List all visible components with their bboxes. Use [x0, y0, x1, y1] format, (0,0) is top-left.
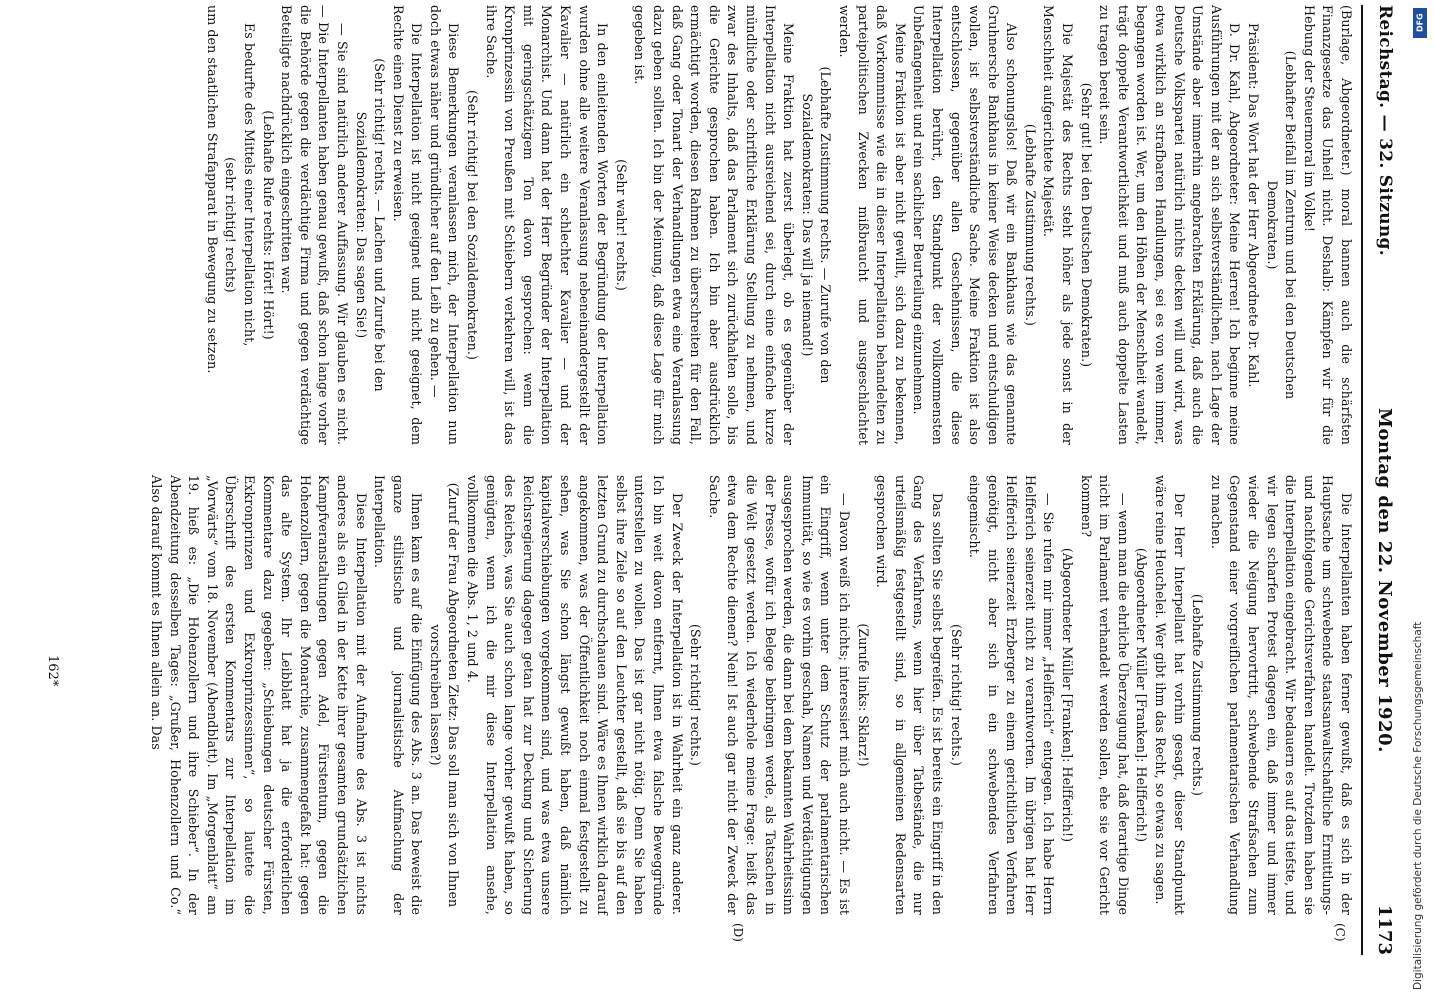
interjection: (Sehr gut! bei den Deutschen Demokraten.)	[1078, 82, 1094, 368]
header-date: Montag den 22. November 1920.	[1374, 407, 1396, 753]
paragraph: Es bedurfte des Mittels einer Interpellation nicht,	[241, 23, 257, 347]
paragraph: Also schonungslos! Daß wir ein Bankhaus wie das genannte Gruhnersche Bankhaus in keiner Weise decken und entschuldigen wollen, ist selbstverständliche Sache. Meine Fraktion ist also entschlossen, gegenüber allen Geschehnissen, die diese Interpellation berührt, den Standpunkt der vollkommensten Unbefangenheit und rein sachlicher Beurteilung einzunehmen.	[911, 5, 1020, 445]
interjection: (Sehr wahr! rechts.)	[613, 159, 629, 291]
paragraph: Der Herr Interpellant hat vorhin gesagt, dieser Standpunkt wäre reine Heuchelei. Wer gibt ihm das Recht, so etwas zu sagen.	[1153, 475, 1187, 915]
interjection: (Sehr richtig! bei den Sozialdemokraten.)	[465, 90, 481, 360]
dfg-logo: DFG	[1413, 8, 1427, 38]
paragraph: Die Interpellanten haben ferner gewußt, daß es sich in der Hauptsache um schwebende staatsanwaltschaftliche Ermittlungs- und nachfolgende Gerichtsverfahren handelt. Trotzdem haben sie die Interpellation eingebracht. Wir bedauern es auf das tiefste, und wir legen scharfen Protest dagegen ein, daß immer und immer wieder die Neigung hervortritt, schwebende Strafsachen zum Gegenstand einer vorgreiflichen parlamentarischen Verhandlung zu machen.	[1208, 475, 1354, 915]
interjection: (Lebhafte Rufe rechts: Hört! Hört!)	[260, 110, 276, 340]
interjection: (Lebhafte Zustimmung rechts.)	[1022, 123, 1038, 327]
margin-marker-d: (D)	[731, 923, 745, 942]
paragraph: Diese Interpellation mit der Aufnahme des Abs. 3 ist nichts anderes als ein Glied in der Kette ihrer gesamten grundsätzlichen Kampfveranstaltungen gegen Adel, Fürstentum, gegen die Hohenzollern, gegen die Monarchie, zusammengefaßt hat: gegen das alte System. Ihr Leibblatt hat ja die erforderlichen Kommentare dazu gegeben: „Schiebungen deutscher Fürsten, Exkronprinzen und Exkronprinzessinnen“, so lautete die Überschrift des ersten Kommentars zur Interpellation im „Vorwärts“ vom 18. November (Abendblatt). Im „Morgenblatt“ am 19. hieß es: „Die Hohenzollern und ihre Schieber“. In der Abendzeitung desselben Tages: „Grußer, Hohenzollern und Co.“ Also darauf kommt es Ihnen allein an. Das	[149, 475, 369, 915]
dfg-credit-text: Digitalisierung gefördert durch die Deutsche Forschungsgemeinschaft	[1412, 621, 1424, 990]
right-text-column	[35, 475, 1355, 915]
header-session: Reichstag. — 32. Sitzung.	[1375, 5, 1395, 256]
paragraph: Präsident: Das Wort hat der Herr Abgeordnete Dr. Kahl.	[1246, 23, 1262, 388]
paragraph: Der Zweck der Interpellation ist in Wahrheit ein ganz anderer. Ich bin weit davon entfernt, Ihnen etwa falsche Beweggründe unterstellen zu wollen. Das ist gar nicht nötig. Denn Sie haben selbst ihre Ziele so auf den Leuchter gestellt, daß sie bis auf den letzten Grund zu durchschauen sind. Wäre es Ihnen wirklich darauf angekommen, was der Öffentlichkeit noch einmal festgestellt zu sehen, was Sie schon längst gewußt haben, daß nämlich kapitalverschiebungen vorgekommen sind, und was etwa unsere Reichsregierung dagegen getan hat zur Deckung und Sicherung des Reiches, was Sie auch schon lange vorher gewußt haben, so genügten, wenn ich die mir diese Interpellation ansehe, vollkommen die Abs. 1, 2 und 4.	[465, 475, 685, 915]
paragraph: Meine Fraktion hat zuerst überlegt, ob es gegenüber der Interpellation nicht ausreichend sei, durch eine einfache kurze mündliche oder schriftliche Erklärung Stellung zu nehmen, und zwar des Inhalts, daß das Parlament sich zurückhalten solle, bis die Gerichte gesprochen haben. Ich bin aber ausdrücklich ermächtigt worden, diesen Rahmen zu überschreiten für den Fall, daß Gang oder Tonart der Verhandlungen etwa eine Veranlassung dazu geben sollten. Ich bin der Meinung, daß diese Lage für mich gegeben ist.	[632, 5, 797, 445]
interjection: (Sehr richtig! rechts. — Lachen und Zurufe bei den Sozialdemokraten: Das sagen Sie!)	[353, 58, 388, 392]
interjection: (Lebhafte Zustimmung rechts.)	[1190, 593, 1206, 797]
interjection: (sehr richtig! rechts)	[223, 157, 239, 293]
paragraph: Diese Bemerkungen veranlassen mich, der Interpellation nun doch etwas näher und gründlicher auf den Leib zu gehen. —	[427, 5, 462, 445]
margin-marker-c: (C)	[1333, 923, 1347, 942]
interjection: (Abgeordneter Müller [Franken]: Helfferich!)	[1134, 547, 1150, 843]
paragraph: um den staatlichen Strafapparat in Bewegung zu setzen.	[204, 5, 220, 374]
interjection: (Zuruf der Frau Abgeordneten Zietz: Das soll man sich von Ihnen vorschreiben lassen?)	[427, 482, 462, 908]
page-number: 1173	[1374, 904, 1396, 955]
paragraph: — Sie sind natürlich anderer Auffassung. Wir glauben es nicht. — Die Interpellanten haben genau gewußt, daß schon lange vorher die Behörde gegen die verdächtige Firma und gegen verdächtige Beteiligte nachdrücklich eingeschritten war.	[279, 5, 350, 445]
paragraph: D. Dr. Kahl, Abgeordneter: Meine Herren! Ich beginne meine Ausführungen mit der an sich selbstverständlichen, nach Lage der Umstände aber immerhin angebrachten Erklärung, daß auch die Deutsche Volkspartei natürlich nichts decken will und wird, was etwa wirklich an strafbaren Handlungen, sei es von wem immer, begangen worden ist. Wer, um den Höhen der Menschheit wandelt, trägt doppelte Verantwortlichkeit und muß auch doppelte Lasten zu tragen bereit sein.	[1097, 5, 1243, 445]
interjection: (Sehr richtig! rechts.)	[688, 624, 704, 766]
paragraph: (Burlage, Abgeordneter.) moral bannen auch die schärfsten Finanzgesetze das Unheil nicht. Deshalb: Kämpfen wir für die Hebung der Steuermoral im Volke!	[1301, 5, 1354, 445]
running-header	[1365, 5, 1405, 955]
paragraph: — Davon weiß ich nichts; interessiert mich auch nicht. — Es ist ein Eingriff, wenn unter dem Schutz der parlamentarischen Immunität, so wie es vorhin geschah, Namen und Verdächtigungen ausgesprochen werden, die dann bei dem bekannten Wahrheitssinn der Presse, wofür ich Belege beibringen werde, als Tatsachen in die Welt gesetzt werden. Ich wiederhole meine Frage: heißt das etwa dem Rechte dienen? Nein! Ist auch gar nicht der Zweck der Sache.	[706, 475, 852, 915]
paragraph: Meine Fraktion ist aber nicht gewillt, sich dazu zu bekennen, daß Vorkommnisse wie die in dieser Interpellation behandelten zu parteipolitischen Zwecken mißbraucht und ausgeschlachtet werden.	[836, 5, 908, 445]
rotated-newspaper-page	[25, 5, 1405, 955]
paragraph: In den einleitenden Worten der Begründung der Interpellation wurden ohne alle weitere Veranlassung nebeneinandergestellt der Kavalier — natürlich ein schlechter Kavalier — und der Monarchist. Und dann hat der Herr Begründer der Interpellation mit geringschätzigem Ton davon gesprochen: wenn die Kronprinzessin von Preußen mit Schiebern verkehren will, ist das ihre Sache.	[483, 5, 611, 445]
interjection: (Lebhafter Beifall im Zentrum und bei den Deutschen Demokraten.)	[1264, 50, 1299, 400]
paragraph: Das sollten Sie selbst begreifen. Es ist bereits ein Eingriff in den Gang des Verfahrens, wenn hier über Tatbestände, die nur urteilsmäßig festgestellt sind, so in allgemeinen Redensarten gesprochen wird.	[874, 475, 945, 915]
paragraph: — Sie rufen mir immer „Helfferich“ entgegen. Ich habe Herrn Helfferich seinerzeit nicht zu verantworten. Im übrigen hat Herr Helfferich seinerzeit Erzberger zu einem gerichtlichen Verfahren genötigt, nicht aber sich in ein schwebendes Verfahren eingemischt.	[967, 475, 1057, 915]
interjection: (Sehr richtig! rechts.)	[948, 624, 964, 766]
paragraph: Die Majestät des Rechts steht höher als jede sonst in der Menschheit aufgerichtete Majestät.	[1041, 5, 1076, 445]
paragraph: Die Interpellation ist nicht geeignet und nicht geeignet, dem Rechte einen Dienst zu erweisen.	[390, 5, 425, 445]
paragraph: — wenn man die ehrliche Überzeugung hat, daß derartige Dinge nicht im Parlament verhandelt werden sollen, ehe sie vor Gericht kommen?	[1078, 475, 1131, 915]
paragraph: Ihnen kam es auf die Einfügung des Abs. 3 an. Das beweist die ganze stilistische und journalistische Aufmachung der Interpellation.	[372, 475, 425, 915]
signature-number: 162*	[45, 655, 60, 687]
header-rule	[1361, 5, 1363, 955]
interjection: (Abgeordneter Müller [Franken]: Helfferich!)	[1060, 547, 1076, 843]
interjection: (Zurufe links: Sklarz!)	[855, 623, 871, 767]
interjection: (Lebhafte Zustimmung rechts. — Zurufe von den Sozialdemokraten: Das will ja niemand!)	[799, 66, 834, 384]
left-text-column	[35, 5, 1355, 445]
